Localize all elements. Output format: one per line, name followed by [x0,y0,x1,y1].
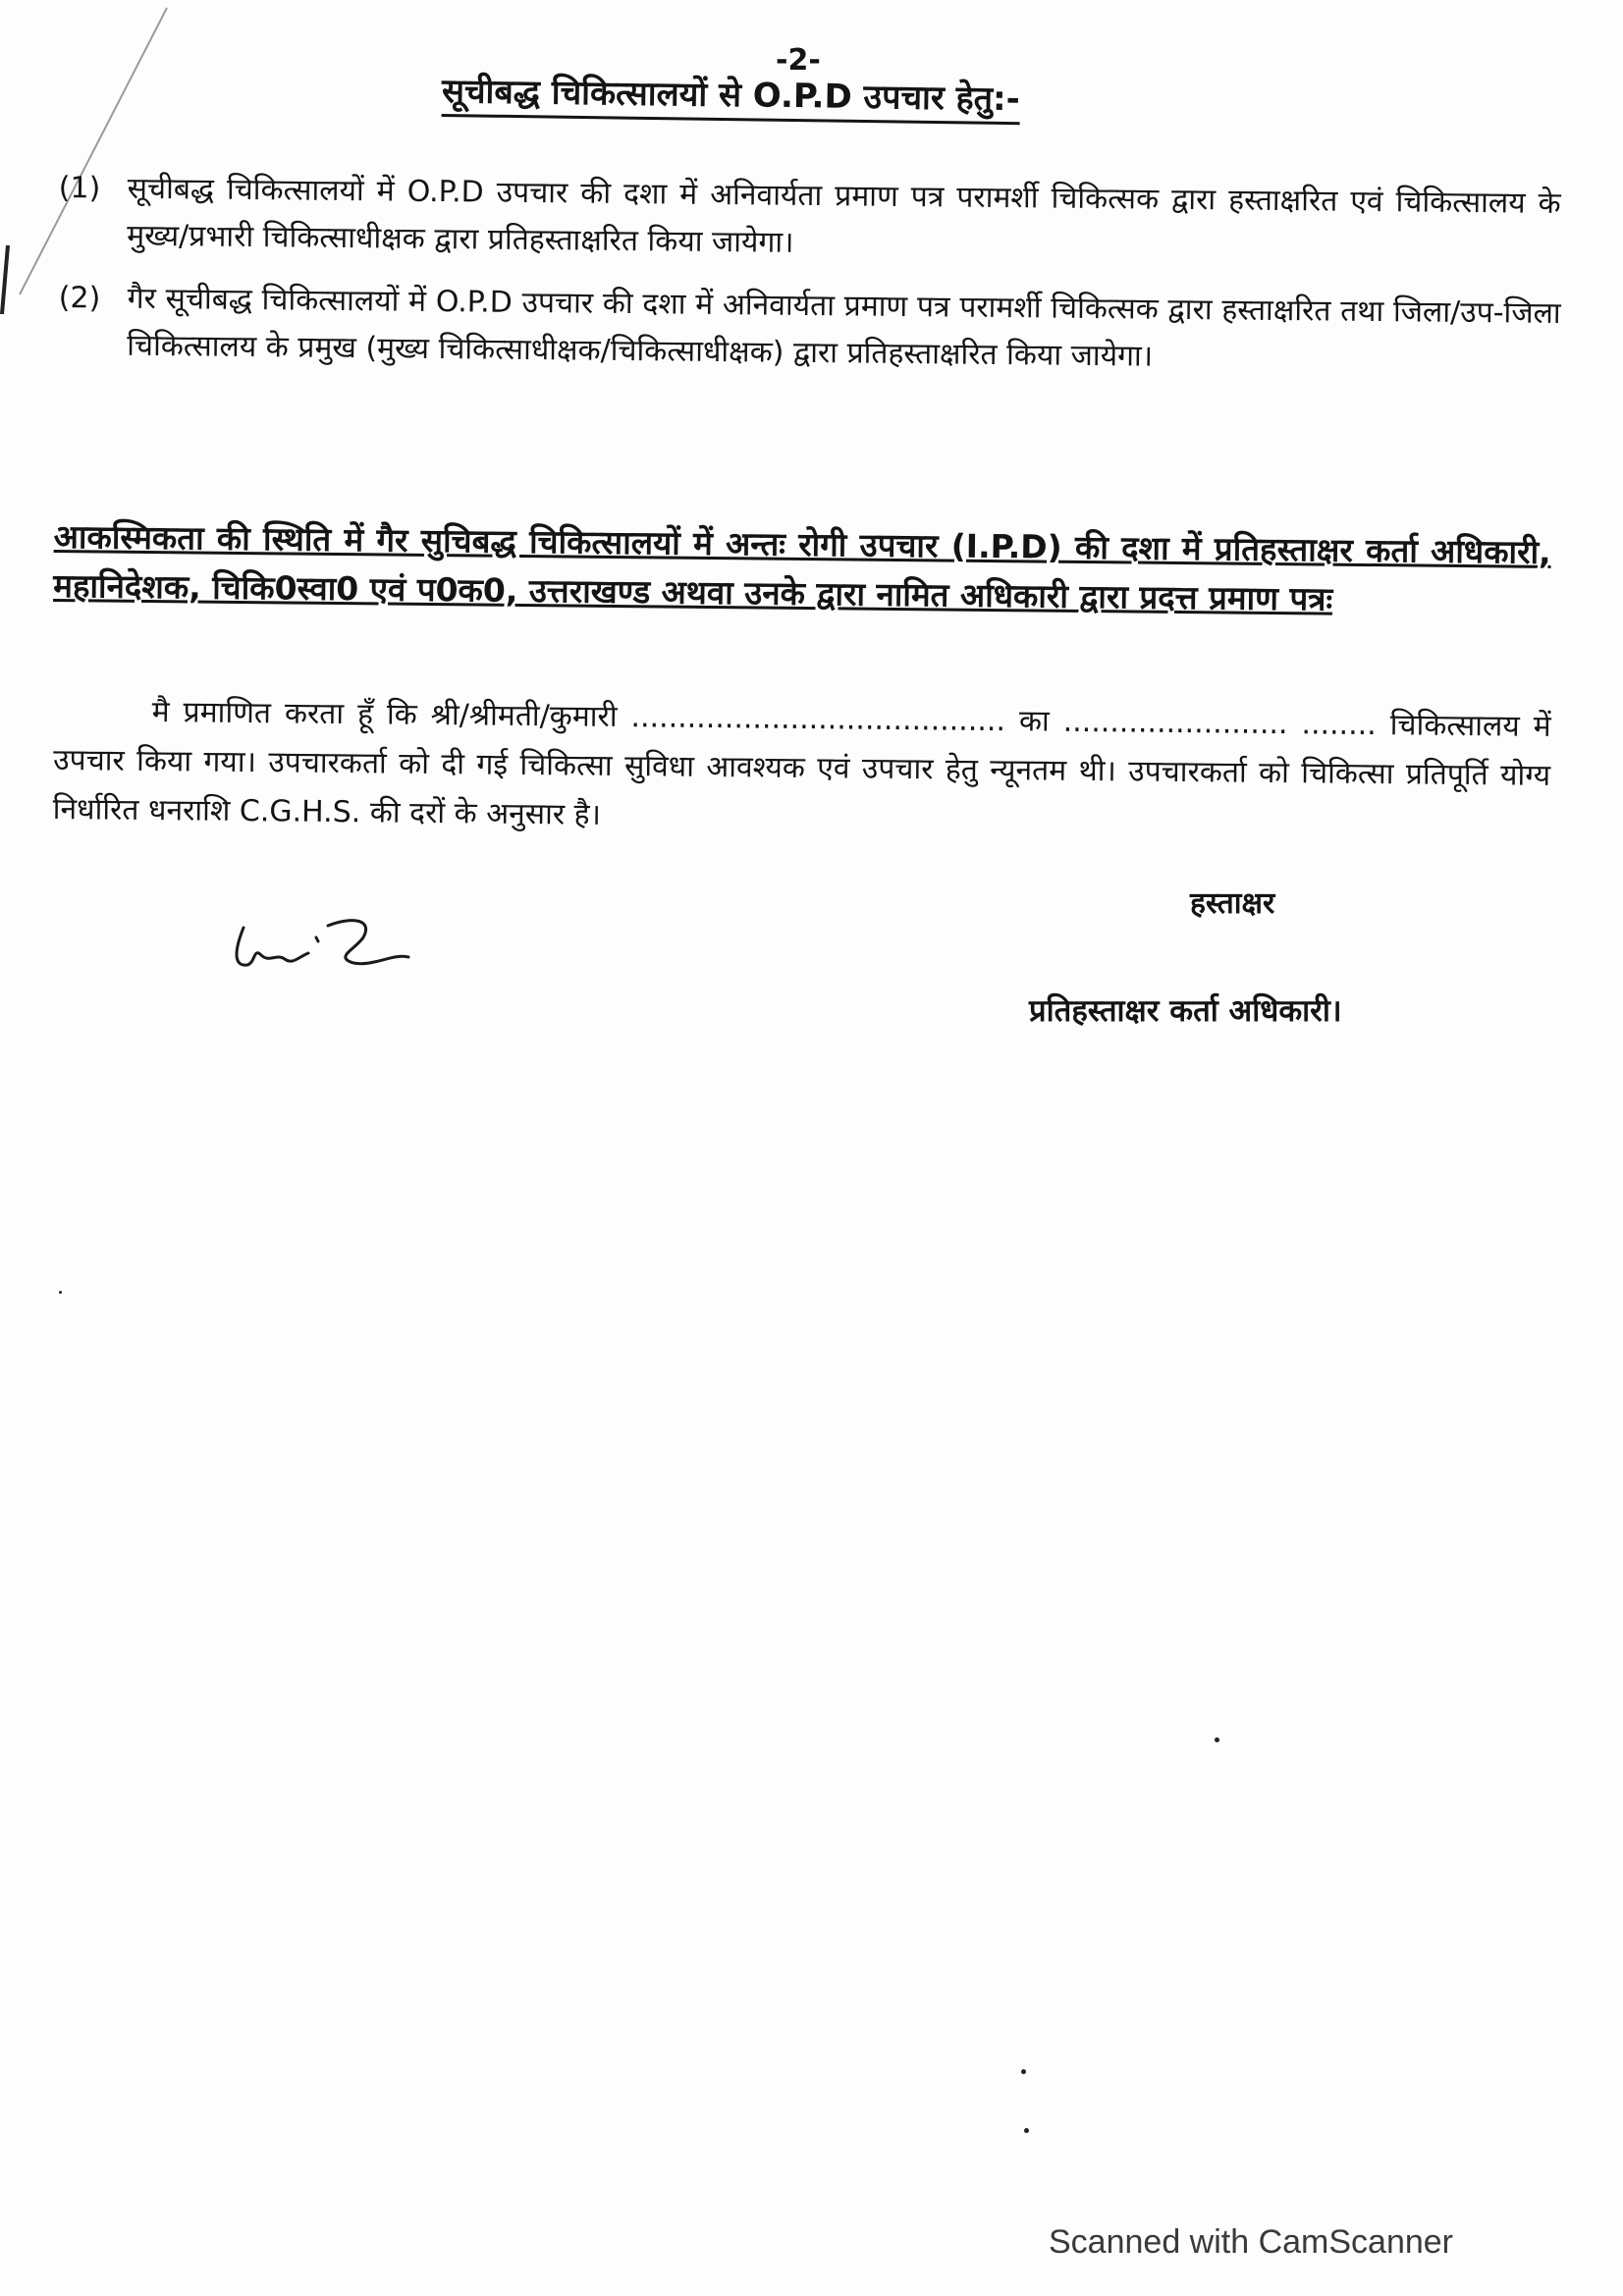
item-number: (2) [58,280,101,316]
scan-speck [1024,2128,1029,2133]
signature-label: हस्ताक्षर [1190,886,1275,921]
item-number: (1) [58,170,101,206]
scan-speck [59,1291,62,1294]
certificate-paragraph: मै प्रमाणित करता हूँ कि श्री/श्रीमती/कुमारी ........................................ का ........................ ........ चिकित्सालय में उपचार किया गया। उपचारकर्ता को दी गई चिकित्सा सुविधा आवश्यक एवं उपचार हेतु न्यूनतम थी। उपचारकर्ता को चिकित्सा प्रतिपूर्ति योग्य निर्धारित धनराशि C.G.H.S. की दरों के अनुसार है। [52,695,1551,832]
scan-edge-mark [0,0,196,314]
scan-speck [1021,2069,1026,2074]
scan-speck [1215,1737,1219,1742]
ipd-heading: आकस्मिकता की स्थिति में गैर सुचिबद्ध चिकित्सालयों में अन्तः रोगी उपचार (I.P.D) की दशा में प्रतिहस्ताक्षर कर्ता अधिकारी, महानिदेशक, चिकि0स्वा0 एवं प0क0, उत्तराखण्ड अथवा उनके द्वारा नामित अधिकारी द्वारा प्रदत्त प्रमाण पत्रः [53,516,1551,618]
opd-heading: सूचीबद्ध चिकित्सालयों से O.P.D उपचार हेतु:- [442,67,1020,125]
item-text: गैर सूचीबद्ध चिकित्सालयों में O.P.D उपचार की दशा में अनिवार्यता प्रमाण पत्र परामर्शी चिकित्सक द्वारा हस्ताक्षरित तथा जिला/उप-जिला चिकित्सालय के प्रमुख (मुख्य चिकित्साधीक्षक/चिकित्साधीक्षक) द्वारा प्रतिहस्ताक्षरित किया जायेगा। [127,281,1561,374]
countersigning-officer-label: प्रतिहस्ताक्षर कर्ता अधिकारी। [1029,993,1342,1029]
page-number: -2- [776,43,821,78]
item-text: सूचीबद्ध चिकित्सालयों में O.P.D उपचार की दशा में अनिवार्यता प्रमाण पत्र परामर्शी चिकित्सक द्वारा हस्ताक्षरित एवं चिकित्सालय के मुख्य/प्रभारी चिकित्साधीक्षक द्वारा प्रतिहस्ताक्षरित किया जायेगा। [127,171,1561,260]
camscanner-watermark: Scanned with CamScanner [1049,2223,1454,2261]
handwritten-signature [226,898,432,987]
list-item [58,275,1571,374]
list-item [58,165,1571,260]
